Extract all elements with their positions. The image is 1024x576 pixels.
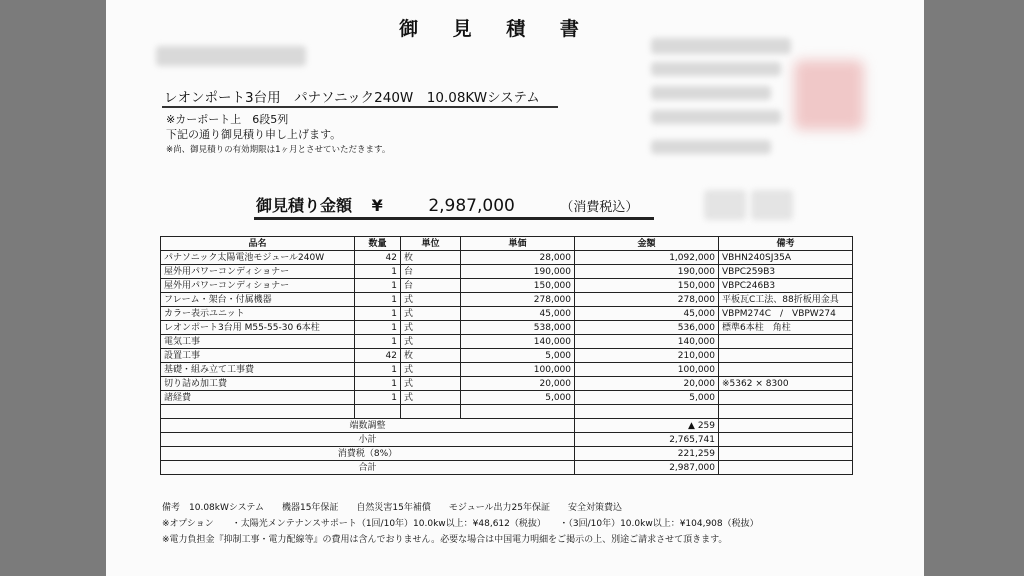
item-amount: 45,000 xyxy=(575,307,719,321)
item-note xyxy=(719,349,853,363)
item-qty: 1 xyxy=(355,391,401,405)
item-unit: 式 xyxy=(401,335,461,349)
item-qty: 1 xyxy=(355,293,401,307)
redacted-recipient xyxy=(156,46,306,66)
redacted-approval-box-1 xyxy=(704,190,746,220)
item-note: VBPC259B3 xyxy=(719,265,853,279)
company-seal-stamp xyxy=(794,60,864,130)
item-unit: 式 xyxy=(401,321,461,335)
item-amount xyxy=(575,405,719,419)
item-unit: 式 xyxy=(401,391,461,405)
item-price: 5,000 xyxy=(461,349,575,363)
summary-label: 端数調整 xyxy=(161,419,575,433)
item-unit: 台 xyxy=(401,279,461,293)
item-note xyxy=(719,405,853,419)
item-amount: 536,000 xyxy=(575,321,719,335)
summary-row xyxy=(161,419,853,433)
redacted-approval-box-2 xyxy=(751,190,793,220)
item-unit: 式 xyxy=(401,293,461,307)
summary-value: 221,259 xyxy=(575,447,719,461)
item-amount: 140,000 xyxy=(575,335,719,349)
left-margin-background xyxy=(0,0,106,576)
total-label: 御見積り金額 xyxy=(256,196,353,215)
item-name: 屋外用パワーコンディショナー xyxy=(161,279,355,293)
item-note xyxy=(719,363,853,377)
summary-label: 小計 xyxy=(161,433,575,447)
item-price: 5,000 xyxy=(461,391,575,405)
item-price: 140,000 xyxy=(461,335,575,349)
table-row xyxy=(161,321,853,335)
system-name-underline xyxy=(162,106,558,108)
item-price xyxy=(461,405,575,419)
item-name: 設置工事 xyxy=(161,349,355,363)
validity-note: ※尚、御見積りの有効期限は1ヶ月とさせていただきます。 xyxy=(166,145,391,155)
system-name: レオンポート3台用 パナソニック240W 10.08KWシステム xyxy=(164,90,540,106)
item-note: 標準6本柱 角柱 xyxy=(719,321,853,335)
total-amount: 2,987,000 xyxy=(428,196,515,216)
item-price: 45,000 xyxy=(461,307,575,321)
table-row xyxy=(161,363,853,377)
item-name: パナソニック太陽電池モジュール240W xyxy=(161,251,355,265)
item-note: VBHN240SJ35A xyxy=(719,251,853,265)
redacted-company-name xyxy=(651,38,791,54)
item-price: 278,000 xyxy=(461,293,575,307)
summary-row xyxy=(161,461,853,475)
item-name: フレーム・架台・付属機器 xyxy=(161,293,355,307)
item-price: 538,000 xyxy=(461,321,575,335)
header-item: 品名 xyxy=(161,237,355,251)
item-unit: 台 xyxy=(401,265,461,279)
table-row xyxy=(161,349,853,363)
item-name: 基礎・組み立て工事費 xyxy=(161,363,355,377)
item-amount: 20,000 xyxy=(575,377,719,391)
remarks-warranty: 備考 10.08kWシステム 機器15年保証 自然災害15年補償 モジュール出力25年保証 安全対策費込 xyxy=(162,503,622,513)
item-qty: 1 xyxy=(355,279,401,293)
estimate-table xyxy=(160,236,853,475)
right-margin-background xyxy=(924,0,1024,576)
item-qty: 1 xyxy=(355,321,401,335)
item-note: 平板瓦C工法、88折板用金具 xyxy=(719,293,853,307)
item-unit: 枚 xyxy=(401,251,461,265)
header-unit: 単位 xyxy=(401,237,461,251)
item-name xyxy=(161,405,355,419)
item-qty: 1 xyxy=(355,363,401,377)
item-name: 電気工事 xyxy=(161,335,355,349)
summary-spacer xyxy=(719,433,853,447)
document-title: 御 見 積 書 xyxy=(399,18,593,40)
item-note: VBPM274C / VBPW274 xyxy=(719,307,853,321)
remarks-option: ※オプション ・太陽光メンテナンスサポート（1回/10年）10.0kw以上：¥48,612（税抜） ・（3回/10年）10.0kw以上：¥104,908（税抜） xyxy=(162,519,759,529)
summary-value: 2,765,741 xyxy=(575,433,719,447)
item-amount: 5,000 xyxy=(575,391,719,405)
table-header-row xyxy=(161,237,853,251)
summary-row xyxy=(161,433,853,447)
item-amount: 210,000 xyxy=(575,349,719,363)
table-row xyxy=(161,405,853,419)
summary-label: 消費税（8%） xyxy=(161,447,575,461)
table-row xyxy=(161,307,853,321)
item-unit: 枚 xyxy=(401,349,461,363)
item-price: 150,000 xyxy=(461,279,575,293)
item-qty: 1 xyxy=(355,335,401,349)
item-amount: 1,092,000 xyxy=(575,251,719,265)
item-price: 190,000 xyxy=(461,265,575,279)
item-amount: 100,000 xyxy=(575,363,719,377)
item-name: 屋外用パワーコンディショナー xyxy=(161,265,355,279)
item-price: 100,000 xyxy=(461,363,575,377)
item-qty: 1 xyxy=(355,307,401,321)
item-name: カラー表示ユニット xyxy=(161,307,355,321)
redacted-contact xyxy=(651,140,771,154)
item-name: レオンポート3台用 M55-55-30 6本柱 xyxy=(161,321,355,335)
item-name: 切り詰め加工費 xyxy=(161,377,355,391)
item-amount: 190,000 xyxy=(575,265,719,279)
header-unit-price: 単価 xyxy=(461,237,575,251)
item-price: 28,000 xyxy=(461,251,575,265)
item-amount: 278,000 xyxy=(575,293,719,307)
table-row xyxy=(161,335,853,349)
item-note: ※5362 × 8300 xyxy=(719,377,853,391)
remarks-power-cost: ※電力負担金『抑制工事・電力配線等』の費用は含んでおりません。必要な場合は中国電力明細をご掲示の上、別途ご請求させて頂きます。 xyxy=(162,535,728,545)
table-row xyxy=(161,251,853,265)
item-price: 20,000 xyxy=(461,377,575,391)
item-qty xyxy=(355,405,401,419)
item-qty: 1 xyxy=(355,377,401,391)
header-amount: 金額 xyxy=(575,237,719,251)
item-unit: 式 xyxy=(401,377,461,391)
item-note xyxy=(719,391,853,405)
intro-text: 下記の通り御見積り申し上げます。 xyxy=(166,128,342,141)
summary-value: ▲ 259 xyxy=(575,419,719,433)
summary-spacer xyxy=(719,461,853,475)
total-underline xyxy=(254,217,654,220)
item-unit: 式 xyxy=(401,307,461,321)
location-note: ※カーポート上 6段5列 xyxy=(166,113,289,126)
item-name: 諸経費 xyxy=(161,391,355,405)
item-qty: 42 xyxy=(355,251,401,265)
header-remarks: 備考 xyxy=(719,237,853,251)
item-note: VBPC246B3 xyxy=(719,279,853,293)
summary-value: 2,987,000 xyxy=(575,461,719,475)
redacted-phone xyxy=(651,86,771,100)
table-row xyxy=(161,391,853,405)
item-qty: 42 xyxy=(355,349,401,363)
table-row xyxy=(161,265,853,279)
redacted-address xyxy=(651,62,781,76)
item-unit xyxy=(401,405,461,419)
table-row xyxy=(161,279,853,293)
summary-spacer xyxy=(719,447,853,461)
summary-row xyxy=(161,447,853,461)
summary-spacer xyxy=(719,419,853,433)
header-quantity: 数量 xyxy=(355,237,401,251)
estimate-total-line xyxy=(256,193,638,216)
item-amount: 150,000 xyxy=(575,279,719,293)
estimate-document xyxy=(106,0,924,576)
table-row xyxy=(161,377,853,391)
item-qty: 1 xyxy=(355,265,401,279)
item-unit: 式 xyxy=(401,363,461,377)
tax-included-note: （消費税込） xyxy=(560,200,639,215)
redacted-fax xyxy=(651,110,781,124)
summary-label: 合計 xyxy=(161,461,575,475)
table-row xyxy=(161,293,853,307)
item-note xyxy=(719,335,853,349)
currency-symbol: ¥ xyxy=(371,196,383,215)
